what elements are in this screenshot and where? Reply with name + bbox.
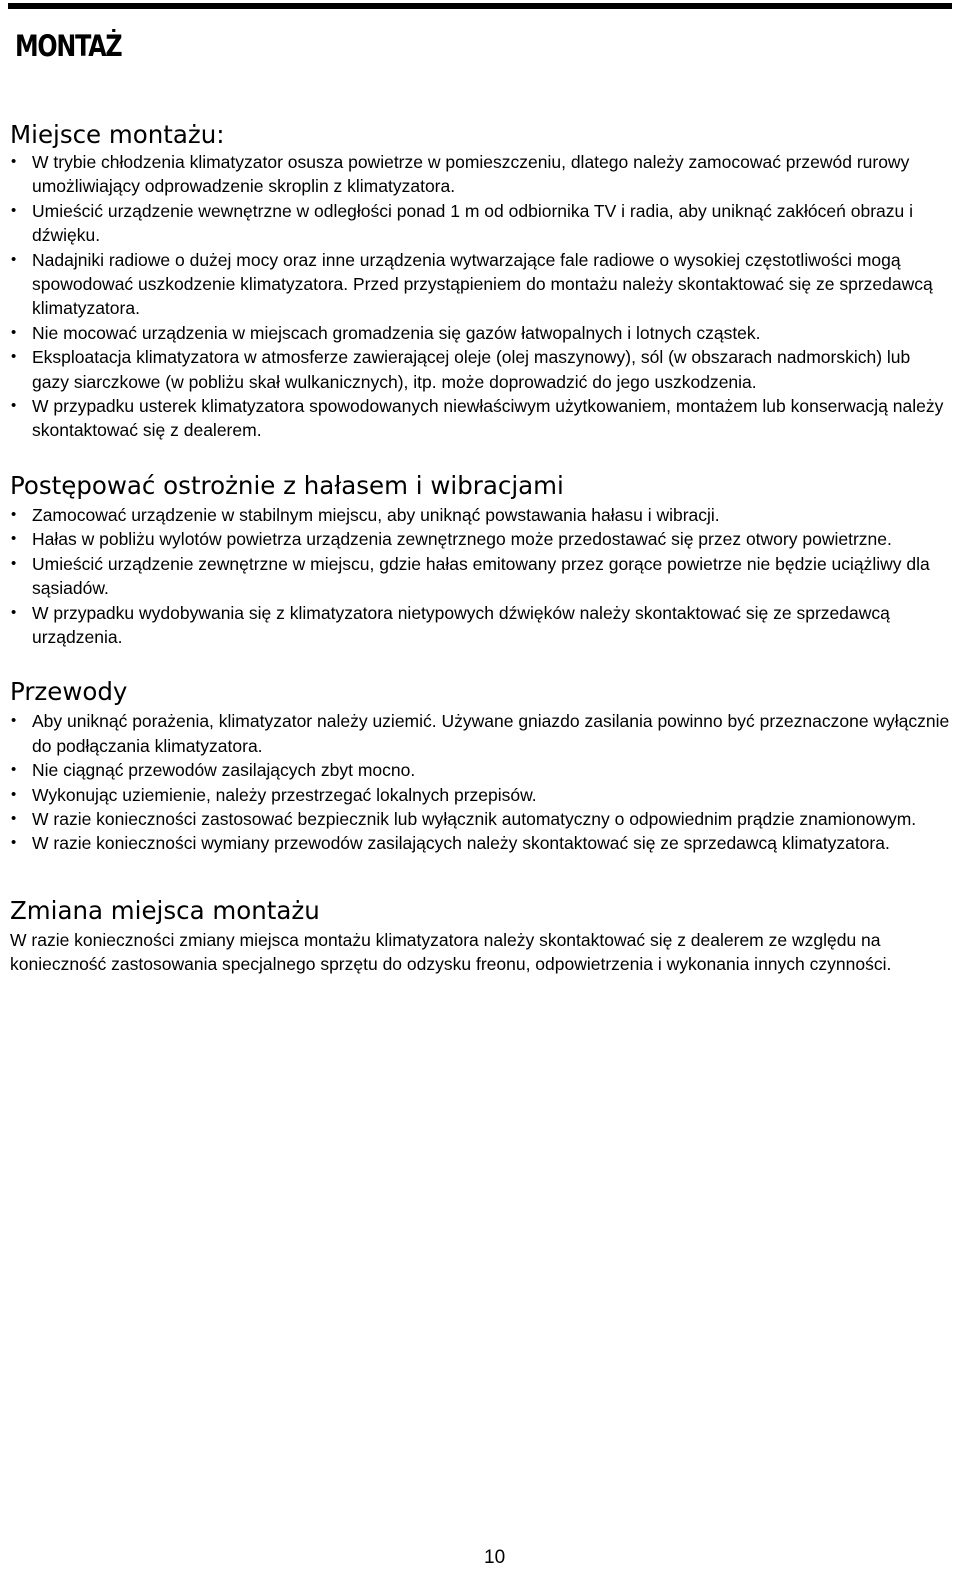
section-paragraph: W razie konieczności zmiany miejsca montażu klimatyzatora należy skontaktować się z dealerem ze względu na konieczność zastosowania specjalnego sprzętu do odzysku freonu, odpowietrzenia i wykonania innych czynności. <box>10 929 892 975</box>
list-item <box>10 527 950 551</box>
section-heading: Postępować ostrożnie z hałasem i wibracjami <box>10 470 564 500</box>
list-item <box>10 831 950 855</box>
list-item <box>10 321 950 345</box>
list-item <box>10 345 950 394</box>
list-item-text: Aby uniknąć porażenia, klimatyzator należy uziemić. Używane gniazdo zasilania powinno być przeznaczone wyłącznie do podłączania klimatyzatora. <box>32 711 950 756</box>
bullet-icon: • <box>11 785 17 803</box>
list-item-text: Hałas w pobliżu wylotów powietrza urządzenia zewnętrznego może przedostawać się przez otwory powietrzne. <box>32 529 892 550</box>
list-item <box>10 807 950 831</box>
list-item-text: W przypadku wydobywania się z klimatyzatora nietypowych dźwięków należy skontaktować się ze sprzedawcą urządzenia. <box>32 602 890 647</box>
list-item-text: Wykonując uziemienie, należy przestrzegać lokalnych przepisów. <box>32 784 537 805</box>
bullet-list <box>10 503 950 649</box>
list-item <box>10 783 950 807</box>
bullet-icon: • <box>11 809 17 827</box>
list-item <box>10 758 950 782</box>
page-number: 10 <box>484 1547 506 1568</box>
list-item <box>10 552 950 601</box>
list-item-text: Zamocować urządzenie w stabilnym miejscu, aby uniknąć powstawania hałasu i wibracji. <box>32 504 720 525</box>
list-item <box>10 150 950 199</box>
list-item <box>10 394 950 443</box>
bullet-icon: • <box>11 834 17 852</box>
list-item <box>10 503 950 527</box>
section-heading: Przewody <box>10 677 128 707</box>
bullet-icon: • <box>11 761 17 779</box>
list-item <box>10 709 950 758</box>
list-item <box>10 199 950 248</box>
section-relocation <box>10 896 950 977</box>
page-content <box>10 120 950 977</box>
list-item-text: Umieścić urządzenie wewnętrzne w odległości ponad 1 m od odbiornika TV i radia, aby uniknąć zakłóceń obrazu i dźwięku. <box>32 200 913 246</box>
section-heading: Zmiana miejsca montażu <box>10 895 320 925</box>
list-item <box>10 601 950 650</box>
bullet-icon: • <box>11 201 17 219</box>
bullet-icon: • <box>11 554 17 572</box>
page-title: MONTAŻ <box>15 29 122 63</box>
list-item-text: W przypadku usterek klimatyzatora spowodowanych niewłaściwym użytkowaniem, montażem lub konserwacją należy skontaktować się z dealerem. <box>32 396 944 441</box>
list-item-text: Nie mocować urządzenia w miejscach gromadzenia się gazów łatwopalnych i lotnych cząstek. <box>32 322 761 343</box>
bullet-icon: • <box>11 603 17 621</box>
bullet-icon: • <box>11 505 17 523</box>
section-cables <box>10 677 950 855</box>
bullet-icon: • <box>11 153 17 170</box>
bullet-icon: • <box>11 250 17 268</box>
bullet-icon: • <box>11 530 17 548</box>
list-item-text: W razie konieczności zastosować bezpiecznik lub wyłącznik automatyczny o odpowiednim prądzie znamionowym. <box>32 808 917 829</box>
list-item-text: W razie konieczności wymiany przewodów zasilających należy skontaktować się ze sprzedawcą klimatyzatora. <box>32 833 890 854</box>
top-rule <box>8 3 952 9</box>
list-item-text: Nadajniki radiowe o dużej mocy oraz inne urządzenia wytwarzające fale radiowe o wysokiej częstotliwości mogą spowodować uszkodzenie klimatyzatora. Przed przystąpieniem do montażu należy skontaktować się ze sprzedawcą klimatyzatora. <box>32 249 933 319</box>
list-item-text: Nie ciągnąć przewodów zasilających zbyt mocno. <box>32 760 416 781</box>
list-item <box>10 248 950 321</box>
bullet-icon: • <box>11 323 17 341</box>
section-noise-vibration <box>10 471 950 649</box>
bullet-icon: • <box>11 712 17 730</box>
bullet-icon: • <box>11 348 17 366</box>
list-item-text: W trybie chłodzenia klimatyzator osusza powietrze w pomieszczeniu, dlatego należy zamocować przewód rurowy umożliwiający odprowadzenie skroplin z klimatyzatora. <box>32 152 910 197</box>
bullet-icon: • <box>11 397 17 415</box>
section-heading: Miejsce montażu: <box>10 120 225 149</box>
list-item-text: Umieścić urządzenie zewnętrzne w miejscu, gdzie hałas emitowany przez gorące powietrze nie będzie uciążliwy dla sąsiadów. <box>32 553 930 599</box>
bullet-list <box>10 150 950 443</box>
section-installation-location <box>10 120 950 443</box>
list-item-text: Eksploatacja klimatyzatora w atmosferze zawierającej oleje (olej maszynowy), sól (w obszarach nadmorskich) lub gazy siarczkowe (w pobliżu skał wulkanicznych), itp. może doprowadzić do jego uszkodzenia. <box>32 347 911 392</box>
bullet-list <box>10 709 950 855</box>
